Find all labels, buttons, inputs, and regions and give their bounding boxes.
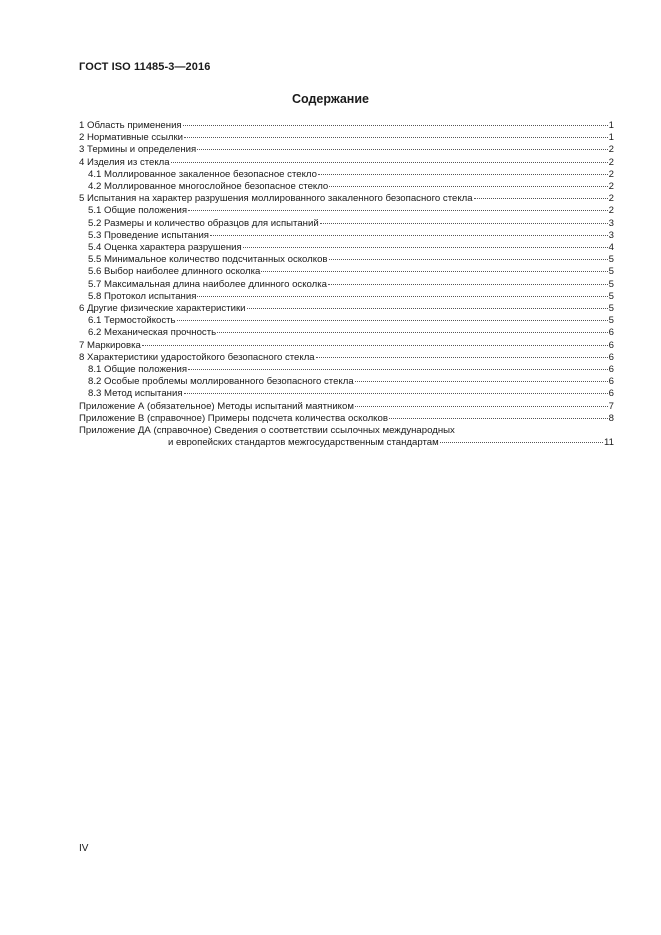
toc-leader-dots xyxy=(243,247,608,248)
toc-entry-appendix-da[interactable] xyxy=(79,425,614,449)
toc-entry-text: 5.4 Оценка характера разрушения xyxy=(88,242,242,254)
toc-entry[interactable] xyxy=(79,315,614,327)
toc-page-number: 6 xyxy=(608,327,614,339)
toc-entry[interactable] xyxy=(79,266,614,278)
toc-leader-dots xyxy=(320,223,608,224)
toc-entries xyxy=(79,120,614,425)
toc-entry-text: 8.3 Метод испытания xyxy=(88,388,183,400)
toc-entry[interactable] xyxy=(79,291,614,303)
toc-leader-dots xyxy=(440,442,603,443)
toc-entry[interactable] xyxy=(79,181,614,193)
toc-leader-dots xyxy=(328,284,608,285)
toc-entry-text: 2 Нормативные ссылки xyxy=(79,132,184,144)
toc-entry-text: 8.1 Общие положения xyxy=(88,364,188,376)
toc-entry[interactable] xyxy=(79,364,614,376)
toc-leader-dots xyxy=(210,235,608,236)
toc-page-number: 1 xyxy=(608,120,614,131)
toc-entry[interactable] xyxy=(79,218,614,230)
toc-entry[interactable] xyxy=(79,388,614,400)
toc-leader-dots xyxy=(188,369,608,370)
toc-entry[interactable] xyxy=(79,144,614,156)
toc-page-number: 6 xyxy=(608,339,614,351)
toc-entry-text: 6 Другие физические характеристики xyxy=(79,303,246,315)
toc-page-number: 4 xyxy=(608,242,614,254)
toc-entry-text: Приложение А (обязательное) Методы испытаний маятником xyxy=(79,400,354,412)
toc-leader-dots xyxy=(188,210,608,211)
toc-entry-text: 5.5 Минимальное количество подсчитанных осколков xyxy=(88,254,328,266)
toc-leader-dots xyxy=(217,332,608,333)
toc-entry[interactable] xyxy=(79,340,614,352)
toc-page-number: 6 xyxy=(608,388,614,400)
toc-page-number: 5 xyxy=(608,290,614,302)
toc-leader-dots xyxy=(197,296,607,297)
toc-leader-dots xyxy=(247,308,608,309)
toc-page-number: 6 xyxy=(608,376,614,388)
toc-leader-dots xyxy=(474,198,608,199)
toc-entry[interactable] xyxy=(79,327,614,339)
toc-page-number: 2 xyxy=(608,144,614,156)
toc-leader-dots xyxy=(329,259,608,260)
toc-leader-dots xyxy=(183,125,608,126)
toc-leader-dots xyxy=(142,345,608,346)
toc-leader-dots xyxy=(197,149,607,150)
toc-leader-dots xyxy=(184,137,608,138)
toc-entry[interactable] xyxy=(79,279,614,291)
toc-entry-text-line1: Приложение ДА (справочное) Сведения о соответствии ссылочных международных xyxy=(79,425,455,437)
toc-entry[interactable] xyxy=(79,193,614,205)
toc-page-number: 11 xyxy=(604,437,614,449)
toc-leader-dots xyxy=(171,162,608,163)
toc-page-number: 2 xyxy=(608,205,614,217)
table-of-contents xyxy=(79,120,614,449)
toc-entry-text: 8 Характеристики ударостойкого безопасного стекла xyxy=(79,351,315,363)
toc-entry-text: Приложение В (справочное) Примеры подсчета количества осколков xyxy=(79,412,388,424)
toc-leader-dots xyxy=(329,186,607,187)
toc-entry-text: 5.2 Размеры и количество образцов для испытаний xyxy=(88,217,319,229)
toc-page-number: 3 xyxy=(608,229,614,241)
page-folio: IV xyxy=(79,843,89,854)
document-header: ГОСТ ISO 11485-3—2016 xyxy=(79,61,211,73)
toc-entry-text: 4 Изделия из стекла xyxy=(79,156,170,168)
toc-entry[interactable] xyxy=(79,169,614,181)
toc-leader-dots xyxy=(316,357,608,358)
toc-entry-text: 6.2 Механическая прочность xyxy=(88,327,217,339)
toc-entry[interactable] xyxy=(79,205,614,217)
toc-page-number: 2 xyxy=(608,168,614,180)
toc-entry-text: 6.1 Термостойкость xyxy=(88,315,176,327)
toc-page-number: 2 xyxy=(608,156,614,168)
toc-entry[interactable] xyxy=(79,352,614,364)
toc-entry[interactable] xyxy=(79,401,614,413)
toc-entry-text-line2: и европейских стандартов межгосударственным стандартам xyxy=(168,437,439,449)
toc-page-number: 2 xyxy=(608,181,614,193)
toc-entry[interactable] xyxy=(79,376,614,388)
toc-page-number: 5 xyxy=(608,266,614,278)
toc-leader-dots xyxy=(355,381,608,382)
toc-entry[interactable] xyxy=(79,120,614,132)
toc-leader-dots xyxy=(261,271,607,272)
toc-page-number: 6 xyxy=(608,351,614,363)
toc-entry-text: 5.6 Выбор наиболее длинного осколка xyxy=(88,266,261,278)
toc-page-number: 1 xyxy=(608,132,614,144)
toc-entry[interactable] xyxy=(79,157,614,169)
toc-page-number: 6 xyxy=(608,364,614,376)
toc-entry-text: 5 Испытания на характер разрушения моллированного закаленного безопасного стекла xyxy=(79,193,473,205)
toc-entry[interactable] xyxy=(79,413,614,425)
toc-entry[interactable] xyxy=(79,230,614,242)
toc-entry-text: 5.8 Протокол испытания xyxy=(88,290,197,302)
toc-page-number: 5 xyxy=(608,303,614,315)
toc-entry-text: 4.1 Моллированное закаленное безопасное стекло xyxy=(88,168,317,180)
toc-leader-dots xyxy=(389,418,608,419)
toc-entry-text: 7 Маркировка xyxy=(79,339,141,351)
toc-entry-text: 5.3 Проведение испытания xyxy=(88,229,209,241)
toc-page-number: 5 xyxy=(608,315,614,327)
toc-entry-text: 5.1 Общие положения xyxy=(88,205,188,217)
toc-entry-text: 4.2 Моллированное многослойное безопасное стекло xyxy=(88,181,329,193)
toc-page-number: 3 xyxy=(608,217,614,229)
toc-entry[interactable] xyxy=(79,254,614,266)
toc-leader-dots xyxy=(318,174,608,175)
toc-page-number: 2 xyxy=(608,193,614,205)
toc-page-number: 5 xyxy=(608,278,614,290)
toc-entry-text: 3 Термины и определения xyxy=(79,144,197,156)
toc-entry[interactable] xyxy=(79,303,614,315)
toc-entry-text: 8.2 Особые проблемы моллированного безопасного стекла xyxy=(88,376,354,388)
toc-leader-dots xyxy=(355,406,608,407)
toc-leader-dots xyxy=(184,393,608,394)
toc-leader-dots xyxy=(177,320,608,321)
page-title: Содержание xyxy=(291,92,369,106)
toc-entry[interactable] xyxy=(79,242,614,254)
toc-page-number: 7 xyxy=(608,400,614,412)
toc-entry[interactable] xyxy=(79,132,614,144)
toc-entry-text: 5.7 Максимальная длина наиболее длинного осколка xyxy=(88,278,328,290)
toc-page-number: 8 xyxy=(608,412,614,424)
toc-page-number: 5 xyxy=(608,254,614,266)
toc-entry-text: 1 Область применения xyxy=(79,120,182,131)
